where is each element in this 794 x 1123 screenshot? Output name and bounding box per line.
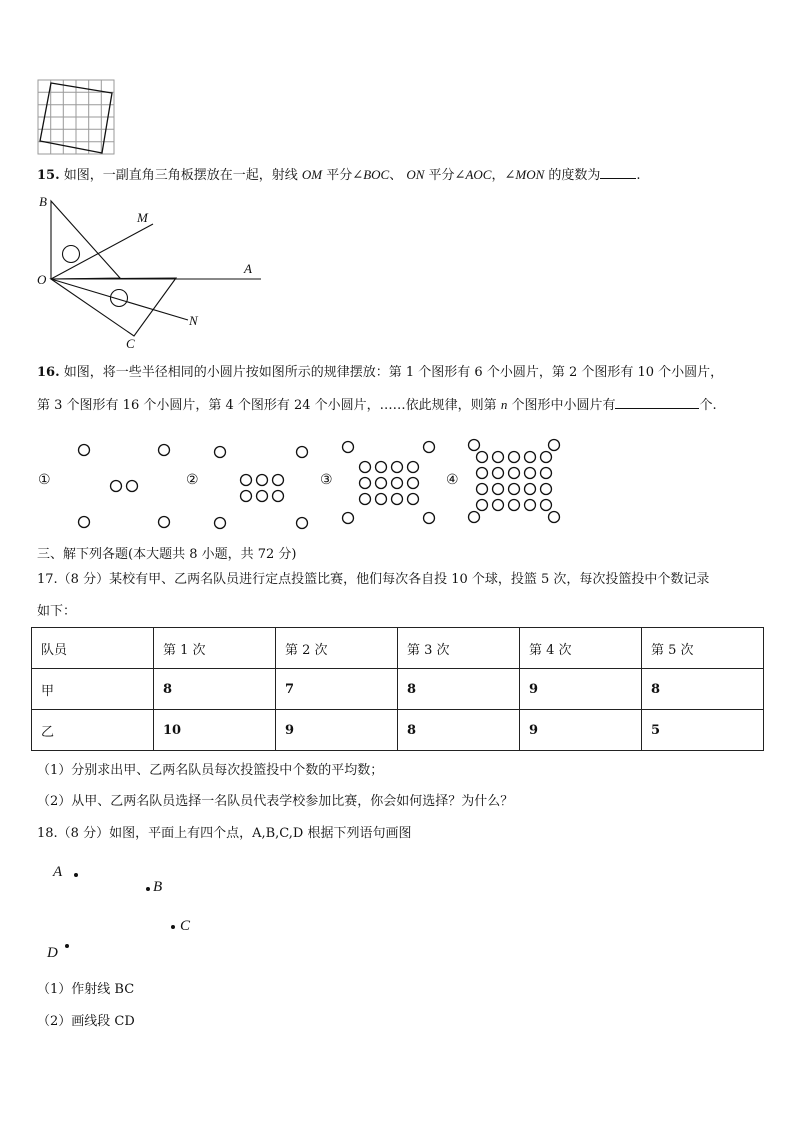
label-b: B [39,194,47,209]
inner-circle [273,491,284,502]
corner-circle [549,440,560,451]
inner-circle [408,478,419,489]
table-row [32,710,764,751]
inner-circle [257,491,268,502]
question-18-sub2: （2）画线段 CD [37,1014,135,1029]
section-heading: 三、解下列各题(本大题共 8 小题，共 72 分) [37,547,297,562]
question-number: 15. [37,168,60,183]
inner-circle [493,468,504,479]
table-cell: 5 [642,710,764,751]
table-cell: 9 [276,710,398,751]
point-a [74,873,78,877]
figure-label-1: ① [38,472,51,488]
inner-circle [241,475,252,486]
score-table [31,627,764,751]
inner-circle [477,484,488,495]
inner-circle [273,475,284,486]
figure-label-2: ② [186,472,199,488]
answer-blank [615,395,699,409]
inner-circle [525,484,536,495]
inner-circle [392,494,403,505]
inner-circle [509,484,520,495]
table-header-row [32,628,764,669]
inner-circle [127,481,138,492]
triangle-rulers-figure [34,192,274,352]
table-cell: 8 [642,669,764,710]
inner-circle [541,484,552,495]
question-18-intro: 18.（8 分）如图，平面上有四个点，A,B,C,D 根据下列语句画图 [37,826,412,841]
inner-circle [111,481,122,492]
point-b [146,887,150,891]
table-cell: 乙 [32,710,154,751]
table-header-cell: 第 1 次 [154,628,276,669]
corner-circle [215,447,226,458]
table-cell: 8 [398,710,520,751]
corner-circle [159,517,170,528]
corner-circle [79,517,90,528]
table-cell: 8 [154,669,276,710]
corner-circle [297,447,308,458]
point-label-b: B [153,879,163,895]
inner-circle [477,468,488,479]
corner-circle [469,440,480,451]
corner-circle [469,512,480,523]
table-header-cell: 第 5 次 [642,628,764,669]
inner-circle [509,468,520,479]
inner-circle [525,452,536,463]
corner-circle [159,445,170,456]
inner-circle [477,452,488,463]
question-18-sub1: （1）作射线 BC [37,982,135,997]
inner-circle [408,494,419,505]
inner-circle [541,500,552,511]
label-o: O [37,272,47,287]
inner-circle [360,494,371,505]
inner-circle [493,500,504,511]
label-a: A [244,261,252,276]
inner-circle [541,468,552,479]
question-17-line1: 17.（8 分）某校有甲、乙两名队员进行定点投篮比赛，他们每次各自投 10 个球，投篮 5 次，每次投篮投中个数记录 [37,572,710,587]
inner-circle [525,500,536,511]
table-cell: 甲 [32,669,154,710]
inner-circle [493,452,504,463]
points-figure [40,855,220,965]
corner-circle [424,442,435,453]
inner-circle [392,462,403,473]
inner-circle [376,462,387,473]
inner-circle [360,462,371,473]
point-c [171,925,175,929]
grid-square-figure [37,79,117,156]
inner-circle [376,494,387,505]
corner-circle [424,513,435,524]
corner-circle [79,445,90,456]
table-header-cell: 第 2 次 [276,628,398,669]
inner-circle [541,452,552,463]
figure-label-3: ③ [320,472,333,488]
corner-circle [297,518,308,529]
table-cell: 10 [154,710,276,751]
point-label-c: C [180,918,191,934]
inner-circle [493,484,504,495]
inner-circle [257,475,268,486]
table-header-cell: 第 4 次 [520,628,642,669]
inner-circle [392,478,403,489]
answer-blank [600,165,636,179]
label-n: N [189,313,198,328]
table-cell: 9 [520,669,642,710]
inner-circle [509,500,520,511]
question-17-sub1: （1）分别求出甲、乙两名队员每次投篮投中个数的平均数； [37,763,384,778]
question-17-line2: 如下： [37,604,77,619]
inner-circle [408,462,419,473]
question-17-sub2: （2）从甲、乙两名队员选择一名队员代表学校参加比赛，你会如何选择？为什么？ [37,794,514,809]
inner-circle [525,468,536,479]
table-header-cell: 队员 [32,628,154,669]
question-16-line2: 第 3 个图形有 16 个小圆片，第 4 个图形有 24 个小圆片，……依此规律，则第 n 个图形中小圆片有 个. [37,397,717,413]
corner-circle [549,512,560,523]
label-c: C [126,336,135,351]
question-15-text: 15. 如图，一副直角三角板摆放在一起，射线 OM 平分∠BOC、 ON 平分∠AOC，∠MON 的度数为 . [37,167,641,183]
inner-circle [376,478,387,489]
table-cell: 8 [398,669,520,710]
inner-circle [241,491,252,502]
inner-circle [360,478,371,489]
table-cell: 7 [276,669,398,710]
point-d [65,944,69,948]
question-16-line1: 16. 如图，将一些半径相同的小圆片按如图所示的规律摆放：第 1 个图形有 6 个小圆片，第 2 个图形有 10 个小圆片， [37,365,724,380]
point-label-a: A [53,864,63,880]
table-header-cell: 第 3 次 [398,628,520,669]
label-m: M [137,210,148,225]
figure-label-4: ④ [446,472,459,488]
inner-circle [509,452,520,463]
table-cell: 9 [520,710,642,751]
table-row [32,669,764,710]
corner-circle [343,513,354,524]
question-number: 16. [37,365,60,380]
point-label-d: D [47,945,58,961]
inner-circle [477,500,488,511]
circle-pattern-figure [0,430,794,540]
corner-circle [215,518,226,529]
corner-circle [343,442,354,453]
